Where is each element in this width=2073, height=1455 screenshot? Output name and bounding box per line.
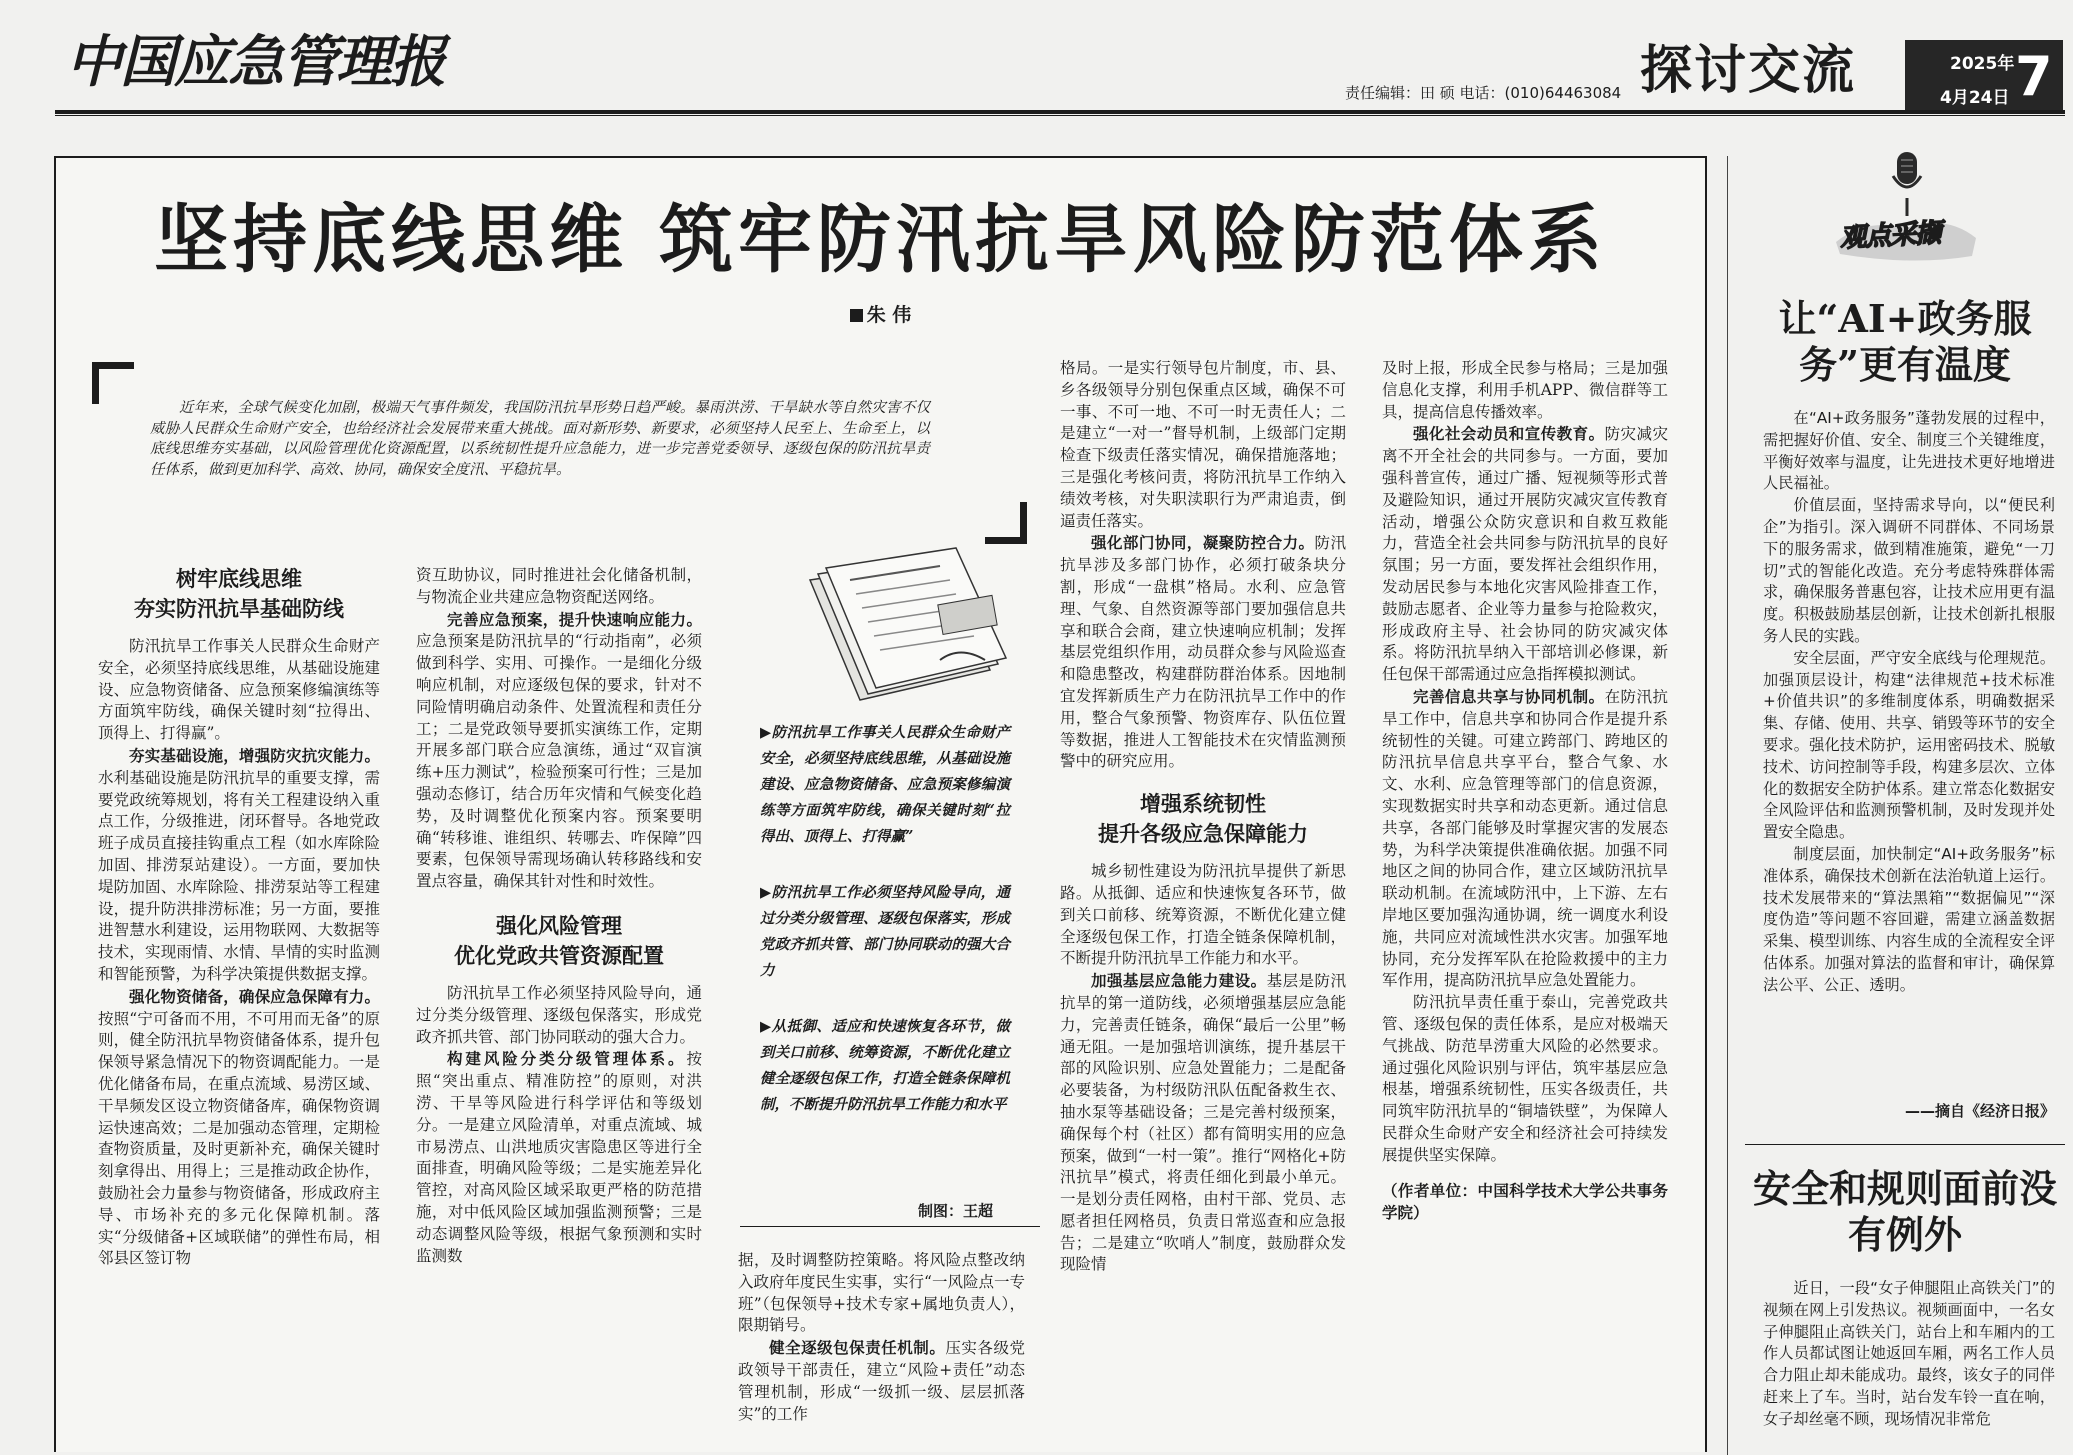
paragraph-body: 在防汛抗旱工作中，信息共享和协同合作是提升系统韧性的关键。可建立跨部门、跨地区的防汛抗旱信息共享平台，整合气象、水文、水利、应急管理等部门的信息资源，实现数据实时共享和动态更新。通过信息共享，各部门能够及时掌握灾害的发展态势，为科学决策提供准确依据。加强不同地区之间的协同合作，建立区域防汛抗旱联动机制。在流域防汛中，上下游、左右岸地区要加强沟通协调，统一调度水利设施，共同应对流域性洪水灾害。加强军地协同，充分发挥军队在抢险救援中的主力军作用，提高防汛抗旱应急处置能力。 bbox=[1382, 687, 1668, 990]
sidebar-article-title: 安全和规则面前没有例外 bbox=[1752, 1166, 2057, 1257]
sidebar-article-body bbox=[1763, 1278, 2055, 1431]
subhead-line: 增强系统韧性 bbox=[1140, 792, 1266, 817]
pull-quote-text: 防汛抗旱工作事关人民群众生命财产安全，必须坚持底线思维，从基础设施建设、应急物资储备、应急预案修编演练等方面筑牢防线，确保关键时刻“拉得出、顶得上、打得赢” bbox=[760, 724, 1011, 845]
pull-quote-text: 从抵御、适应和快速恢复各环节，做到关口前移、统筹资源，不断优化建立健全逐级包保工作，打造全链条保障机制，不断提升防汛抗旱工作能力和水平 bbox=[760, 1018, 1011, 1113]
subhead-line: 树牢底线思维 bbox=[176, 567, 302, 591]
paragraph-body: 防汛抗旱涉及多部门协作，必须打破条块分割，形成“一盘棋”格局。水利、应急管理、气象、自然资源等部门要加强信息共享和联合会商，建立快速响应机制；发挥基层党组织作用，动员群众参与风险巡查和隐患整改，构建群防群治体系。因地制宜发挥新质生产力在防汛抗旱工作中的作用，整合气象预警、物资库存、队伍位置等数据，推进人工智能技术在灾情监测预警中的研究应用。 bbox=[1060, 534, 1346, 771]
paragraph: 防汛抗旱工作必须坚持风险导向，通过分类分级管理、逐级包保落实，形成党政齐抓共管、部门协同联动的强大合力。 bbox=[416, 983, 702, 1046]
source-note: ——摘自《经济日报》 bbox=[1904, 1102, 2055, 1120]
pull-quote bbox=[760, 1014, 1010, 1118]
paragraph: 近日，一段“女子伸腿阻止高铁关门”的视频在网上引发热议。视频画面中，一名女子伸腿阻止高铁关门，站台上和车厢内的工作人员都试图让她返回车厢，两名工作人员合力阻止却未能成功。最终，该女子的同伴赶来上了车。当时，站台发车铃一直在响，女子却丝毫不顾，现场情况非常危 bbox=[1763, 1279, 2055, 1428]
subhead bbox=[1060, 789, 1346, 849]
subhead-line: 优化党政共管资源配置 bbox=[454, 943, 664, 968]
paragraph bbox=[1382, 686, 1668, 992]
paragraph-lead: 强化部门协同，凝聚防控合力。 bbox=[1091, 533, 1315, 553]
byline-square-icon bbox=[850, 309, 863, 322]
paragraph-body: 按照“宁可备而不用，不可用而无备”的原则，健全防汛抗旱物资储备体系，提升包保领导紧急情况下的物资调配能力。一是优化储备布局，在重点流域、易涝区域、干旱频发区设立物资储备库，确保物资调运快速高效；二是加强动态管理，定期检查物资质量，及时更新补充，确保关键时刻拿得出、用得上；三是推动政企协作，鼓励社会力量参与物资储备，形成政府主导、市场补充的多元化保障机制。落实“分级储备+区域联储”的弹性布局，相邻县区签订物 bbox=[98, 1009, 380, 1268]
sidebar-article-title: 让“AI+政务服务”更有温度 bbox=[1778, 296, 2032, 387]
date-year: 2025年 bbox=[1950, 54, 2015, 74]
author-unit: （作者单位：中国科学技术大学公共事务学院） bbox=[1382, 1181, 1668, 1223]
paragraph-body: 按照“突出重点、精准防控”的原则，对洪涝、干旱等风险进行科学评估和等级划分。一是建立风险清单，对重点流域、城市易涝点、山洪地质灾害隐患区等进行全面排查，明确风险等级；二是实施差异化管控，对高风险区域采取更严格的防范措施，对中低风险区域加强监测预警；三是动态调整风险等级，根据气象预测和实时监测数 bbox=[416, 1050, 702, 1265]
triangle-bullet-icon: ▶ bbox=[760, 1018, 772, 1035]
pull-quote bbox=[760, 720, 1010, 850]
paragraph: 资互助协议，同时推进社会化储备机制，与物流企业共建应急物资配送网络。 bbox=[416, 566, 702, 606]
paragraph: 格局。一是实行领导包片制度，市、县、乡各级领导分别包保重点区域，确保不可一事、不可一地、不可一时无责任人；二是建立“一对一”督导机制，上级部门定期检查下级责任落实情况，确保措施落地；三是强化考核问责，将防汛抗旱工作纳入绩效考核，对失职渎职行为严肃追责，倒逼责任落实。 bbox=[1060, 359, 1346, 530]
paragraph bbox=[1060, 532, 1346, 773]
paragraph: 防汛抗旱责任重于泰山，完善党政共管、逐级包保的责任体系，是应对极端天气挑战、防范旱涝重大风险的必然要求。通过强化风险识别与评估，筑牢基层应急根基，增强系统韧性，压实各级责任，共同筑牢防汛抗旱的“铜墙铁壁”，为保障人民群众生命财产安全和经济社会可持续发展提供坚实保障。 bbox=[1382, 993, 1668, 1164]
sidebar-article-body bbox=[1763, 408, 2055, 997]
paragraph: 价值层面，坚持需求导向，以“便民利企”为指引。深入调研不同群体、不同场景下的服务需求，做到精准施策，避免“一刀切”式的智能化改造。充分考虑特殊群体需求，确保服务普惠包容，让技术应用更有温度。积极鼓励基层创新，让技术创新扎根服务人民的实践。 bbox=[1763, 496, 2055, 645]
paragraph bbox=[738, 1337, 1025, 1425]
pull-quotes bbox=[760, 720, 1010, 1148]
subhead bbox=[416, 911, 702, 971]
figure-credit: 制图：王超 bbox=[918, 1202, 994, 1220]
article-intro: 近年来，全球气候变化加剧，极端天气事件频发，我国防汛抗旱形势日趋严峻。暴雨洪涝、干旱缺水等自然灾害不仅威胁人民群众生命财产安全，也给经济社会发展带来重大挑战。面对新形势、新要求，必须坚持人民至上、生命至上，以底线思维夯实基础，以风险管理优化资源配置，以系统韧性提升应急能力，进一步完善党委领导、逐级包保的防汛抗旱责任体系，做到更加科学、高效、协同，确保安全度汛、平稳抗旱。 bbox=[150, 400, 930, 478]
article-headline: 坚持底线思维 筑牢防汛抗旱风险防范体系 bbox=[154, 197, 1607, 283]
paragraph-lead: 强化社会动员和宣传教育。 bbox=[1413, 424, 1605, 444]
newspaper-logo: 中国应急管理报 bbox=[66, 29, 444, 95]
paragraph bbox=[416, 1048, 702, 1267]
paragraph-body: 基层是防汛抗旱的第一道防线，必须增强基层应急能力，完善责任链条，确保“最后一公里”畅通无阻。一是加强培训演练，提升基层干部的风险识别、应急处置能力；二是配备必要装备，为村级防汛队伍配备救生衣、抽水泵等基础设备；三是完善村级预案，确保每个村（社区）都有简明实用的应急预案，做到“一村一策”。推行“网格化+防汛抗旱”模式，将责任细化到最小单元。一是划分责任网格，由村干部、党员、志愿者担任网格员，负责日常巡查和应急报告；二是建立“吹哨人”制度，鼓励群众发现险情 bbox=[1060, 972, 1346, 1274]
divider bbox=[740, 1226, 1040, 1227]
subhead-line: 夯实防汛抗旱基础防线 bbox=[134, 597, 344, 621]
paragraph bbox=[98, 986, 380, 1270]
byline bbox=[54, 300, 1707, 327]
article-column-1 bbox=[98, 560, 380, 1270]
paragraph-lead: 夯实基础设施，增强防灾抗灾能力。 bbox=[129, 745, 380, 765]
subhead-line: 强化风险管理 bbox=[496, 913, 622, 938]
article-column-2 bbox=[416, 565, 702, 1267]
triangle-bullet-icon: ▶ bbox=[760, 724, 772, 741]
subhead bbox=[98, 564, 380, 624]
frame-corner bbox=[92, 362, 134, 404]
column-divider bbox=[1727, 156, 1728, 1455]
paragraph bbox=[1060, 970, 1346, 1276]
paragraph: 在“AI+政务服务”蓬勃发展的过程中，需把握好价值、安全、制度三个关键维度，平衡好效率与温度，让先进技术更好地增进人民福祉。 bbox=[1763, 409, 2055, 493]
documents-illustration bbox=[790, 540, 1025, 710]
divider bbox=[1745, 1144, 2065, 1145]
paragraph: 防汛抗旱工作事关人民群众生命财产安全，必须坚持底线思维，从基础设施建设、应急物资储备、应急预案修编演练等方面筑牢防线，确保关键时刻“拉得出、顶得上、打得赢”。 bbox=[98, 637, 380, 743]
paragraph bbox=[416, 609, 702, 893]
paragraph-lead: 完善信息共享与协同机制。 bbox=[1413, 686, 1605, 706]
paragraph-body: 应急预案是防汛抗旱的“行动指南”，必须做到科学、实用、可操作。一是细化分级响应机制，对应逐级包保的要求，针对不同险情明确启动条件、处置流程和责任分工；二是党政领导要抓实演练工作，定期开展多部门联合应急演练，通过“双盲演练+压力测试”，检验预案可行性；三是加强动态修订，结合历年灾情和气候变化趋势，及时调整优化预案内容。预案要明确“转移谁、谁组织、转哪去、咋保障”四要素，包保领导需现场确认转移路线和安置点容量，确保其针对性和时效性。 bbox=[416, 632, 702, 891]
paragraph: 安全层面，严守安全底线与伦理规范。加强顶层设计，构建“法律规范+技术标准+价值共识”的多维制度体系，明确数据采集、存储、使用、共享、销毁等环节的安全要求。强化技术防护，运用密码技术、脱敏技术、访问控制等手段，构建多层次、立体化的数据安全防护体系。建立常态化数据安全风险评估和监测预警机制，及时发现并处置安全隐患。 bbox=[1763, 648, 2055, 842]
article-column-4 bbox=[1060, 358, 1346, 1276]
paragraph-lead: 完善应急预案，提升快速响应能力。 bbox=[447, 609, 702, 629]
paragraph: 城乡韧性建设为防汛抗旱提供了新思路。从抵御、适应和快速恢复各环节，做到关口前移、统筹资源，不断优化建立健全逐级包保工作，打造全链条保障机制，不断提升防汛抗旱工作能力和水平。 bbox=[1060, 862, 1346, 968]
paragraph bbox=[98, 745, 380, 986]
paragraph-lead: 构建风险分类分级管理体系。 bbox=[447, 1049, 687, 1069]
paragraph-lead: 健全逐级包保责任机制。 bbox=[769, 1338, 946, 1358]
byline-author: 朱 伟 bbox=[866, 304, 912, 326]
paragraph-body: 压实各级党政领导干部责任，建立“风险+责任”动态管理机制，形成“一级抓一级、层层抓落实”的工作 bbox=[738, 1339, 1025, 1423]
subhead-line: 提升各级应急保障能力 bbox=[1098, 822, 1308, 847]
frame-corner bbox=[985, 502, 1027, 544]
article-column-3 bbox=[738, 1250, 1025, 1425]
paragraph: 据，及时调整防控策略。将风险点整改纳入政府年度民生实事，实行“一风险点一专班”（包保领导+技术专家+属地负责人），限期销号。 bbox=[738, 1251, 1025, 1335]
editor-contact-line: 责任编辑：田 硕 电话：(010)64463084 bbox=[1345, 84, 1622, 102]
paragraph-body: 水利基础设施是防汛抗旱的重要支撑，需要党政统筹规划，将有关工程建设纳入重点工作，分级推进，闭环督导。各地党政班子成员直接挂钩重点工程（如水库除险加固、排涝泵站建设）。一方面，要加快堤防加固、水库除险、排涝泵站等工程建设，提升防洪排涝标准；另一方面，要推进智慧水利建设，运用物联网、大数据等技术，实现雨情、水情、旱情的实时监测和智能预警，为科学决策提供数据支撑。 bbox=[98, 768, 380, 983]
paragraph-body: 防灾减灾离不开全社会的共同参与。一方面，要加强科普宣传，通过广播、短视频等形式普及避险知识，通过开展防灾减灾宣传教育活动，增强公众防灾意识和自救互救能力，营造全社会共同参与防汛抗旱的良好氛围；另一方面，要发挥社会组织作用，发动居民参与本地化灾害风险排查工作，鼓励志愿者、企业等力量参与抢险救灾，形成政府主导、社会协同的防灾减灾体系。将防汛抗旱纳入干部培训必修课，新任包保干部需通过应急指挥模拟测试。 bbox=[1382, 425, 1668, 684]
article-column-5 bbox=[1382, 358, 1668, 1224]
page-number: 7 bbox=[2015, 45, 2053, 108]
paragraph-lead: 强化物资储备，确保应急保障有力。 bbox=[129, 986, 380, 1006]
paragraph: 及时上报，形成全民参与格局；三是加强信息化支撑，利用手机APP、微信群等工具，提高信息传播效率。 bbox=[1382, 359, 1668, 421]
section-title: 探讨交流 bbox=[1640, 41, 1857, 101]
date-day: 4月24日 bbox=[1940, 88, 2010, 108]
opinion-column-logo: 观点采撷 bbox=[1839, 218, 1941, 254]
pull-quote bbox=[760, 880, 1010, 984]
paragraph bbox=[1382, 423, 1668, 686]
pull-quote-text: 防汛抗旱工作必须坚持风险导向，通过分类分级管理、逐级包保落实，形成党政齐抓共管、部门协同联动的强大合力 bbox=[760, 884, 1011, 979]
triangle-bullet-icon: ▶ bbox=[760, 884, 772, 901]
paragraph: 制度层面，加快制定“AI+政务服务”标准体系，确保技术创新在法治轨道上运行。技术发展带来的“算法黑箱”“数据偏见”“深度伪造”等问题不容回避，需建立涵盖数据采集、模型训练、内容生成的全流程安全评估体系。加强对算法的监督和审计，确保算法公平、公正、透明。 bbox=[1763, 844, 2055, 994]
masthead-rule bbox=[55, 110, 2065, 116]
paragraph-lead: 加强基层应急能力建设。 bbox=[1091, 971, 1267, 991]
